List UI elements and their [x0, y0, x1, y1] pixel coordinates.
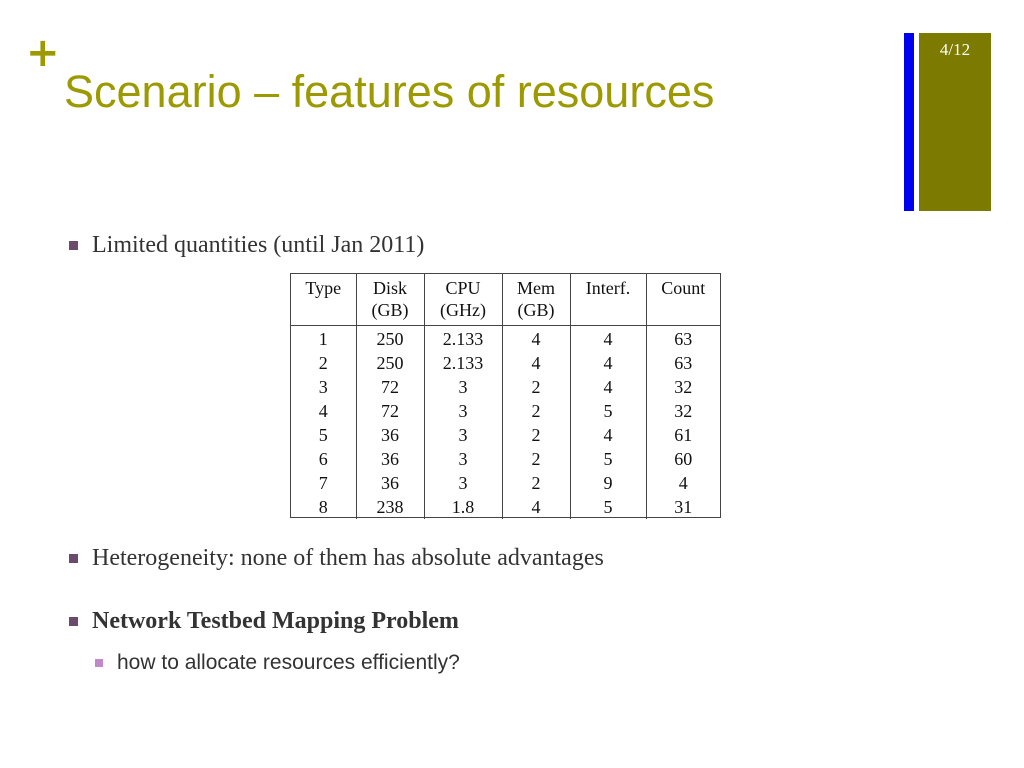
table-cell: 3 [424, 375, 502, 399]
table-row [291, 326, 720, 352]
table-cell: 4 [502, 326, 570, 352]
page-number: 4/12 [939, 40, 971, 59]
table-cell: 5 [570, 399, 646, 423]
table-cell: 3 [424, 423, 502, 447]
accent-bar-blue [904, 33, 914, 211]
column-header-mem: Mem (GB) [502, 274, 570, 326]
table-cell: 3 [424, 399, 502, 423]
table-cell: 4 [570, 423, 646, 447]
table-cell: 61 [646, 423, 720, 447]
column-header-cpu: CPU (GHz) [424, 274, 502, 326]
table-cell: 3 [424, 471, 502, 495]
column-header-type: Type [291, 274, 356, 326]
square-sub-bullet-icon [95, 659, 103, 667]
bullet-text: Limited quantities (until Jan 2011) [92, 232, 425, 258]
table-cell: 5 [570, 495, 646, 519]
table-cell: 5 [570, 447, 646, 471]
table-row [291, 471, 720, 495]
sub-bullet-allocate-resources [95, 649, 460, 677]
table-cell: 4 [570, 375, 646, 399]
sub-bullet-text: how to allocate resources efficiently? [117, 651, 460, 674]
bullet-limited-quantities [69, 228, 424, 262]
square-bullet-icon [69, 554, 78, 563]
table-cell: 72 [356, 375, 424, 399]
table-row [291, 399, 720, 423]
table-cell: 2 [502, 471, 570, 495]
resource-table-grid [291, 274, 720, 519]
table-cell: 250 [356, 326, 424, 352]
table-row [291, 351, 720, 375]
table-cell: 2 [502, 375, 570, 399]
resource-table [290, 273, 721, 518]
table-row [291, 447, 720, 471]
table-cell: 60 [646, 447, 720, 471]
slide-title: Scenario – features of resources [64, 66, 715, 117]
table-cell: 32 [646, 399, 720, 423]
table-cell: 250 [356, 351, 424, 375]
table-cell: 2 [502, 399, 570, 423]
bullet-text: Network Testbed Mapping Problem [92, 608, 459, 634]
table-cell: 5 [318, 424, 328, 445]
table-cell: 2 [502, 423, 570, 447]
table-cell: 6 [318, 448, 328, 469]
column-header-count: Count [646, 274, 720, 326]
table-cell: 36 [356, 423, 424, 447]
table-cell: 4 [570, 326, 646, 352]
table-cell: 4 [570, 351, 646, 375]
table-cell: 238 [356, 495, 424, 519]
square-bullet-icon [69, 241, 78, 250]
plus-mark: + [26, 30, 60, 76]
bullet-network-testbed-mapping [69, 604, 459, 638]
table-cell: 9 [570, 471, 646, 495]
table-cell: 63 [646, 351, 720, 375]
table-cell: 36 [356, 447, 424, 471]
table-row [291, 495, 720, 519]
column-header-interf: Interf. [570, 274, 646, 326]
table-cell: 4 [502, 351, 570, 375]
table-cell: 4 [646, 471, 720, 495]
table-cell: 8 [318, 496, 328, 517]
column-header-disk: Disk (GB) [356, 274, 424, 326]
table-cell: 3 [318, 376, 328, 397]
table-cell: 2 [318, 352, 328, 373]
bullet-heterogeneity [69, 541, 604, 575]
table-cell: 1 [318, 328, 328, 349]
table-row [291, 423, 720, 447]
table-cell: 2.133 [424, 326, 502, 352]
table-cell: 2 [502, 447, 570, 471]
table-cell: 4 [318, 400, 328, 421]
table-cell: 31 [646, 495, 720, 519]
table-cell: 3 [424, 447, 502, 471]
table-cell: 2.133 [424, 351, 502, 375]
table-header-row [291, 274, 720, 326]
table-cell: 36 [356, 471, 424, 495]
square-bullet-icon [69, 617, 78, 626]
bullet-text: Heterogeneity: none of them has absolute advantages [92, 545, 604, 571]
table-cell: 63 [646, 326, 720, 352]
table-cell: 72 [356, 399, 424, 423]
table-row [291, 375, 720, 399]
table-cell: 7 [318, 472, 328, 493]
table-cell: 4 [502, 495, 570, 519]
table-cell: 1.8 [424, 495, 502, 519]
table-cell: 32 [646, 375, 720, 399]
